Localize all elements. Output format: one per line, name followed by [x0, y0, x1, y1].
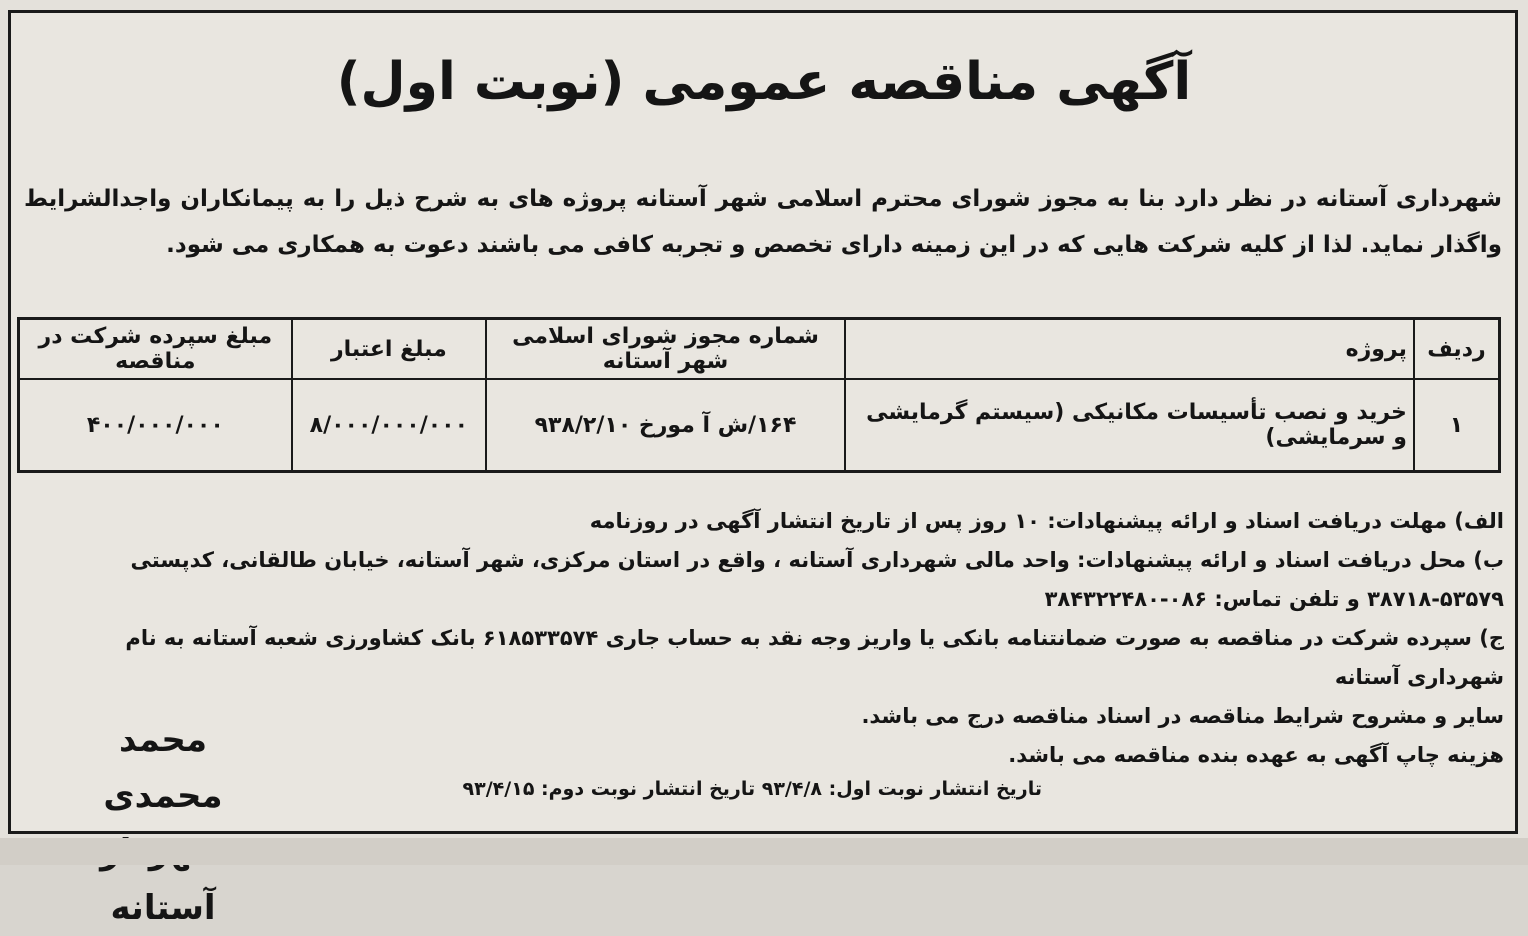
cell-project: خرید و نصب تأسیسات مکانیکی (سیستم گرمایشی و سرمایشی) [845, 379, 1414, 472]
header-credit: مبلغ اعتبار [292, 319, 486, 380]
tender-table [17, 317, 1501, 473]
signatory-position: آستانه [110, 888, 216, 928]
header-row-number: ردیف [1414, 319, 1500, 380]
header-permit: شماره مجوز شورای اسلامی شهر آستانه [486, 319, 845, 380]
clause-c: ج) سپرده شرکت در مناقصه به صورت ضمانتنامه بانکی یا واریز وجه نقد به حساب جاری ۶۱۸۵۳۳۵۷۴ بانک کشاورزی شعبه آستانه به نام شهرداری آستانه [125, 626, 1504, 689]
header-project: پروژه [845, 319, 1414, 380]
cell-row-number: ۱ [1414, 379, 1500, 472]
clause-b: ب) محل دریافت اسناد و ارائه پیشنهادات: واحد مالی شهرداری آستانه ، واقع در استان مرکزی، شهر آستانه، خیابان طالقانی، کدپستی ۵۳۵۷۹-۳۸۷۱۸ و تلفن تماس: ۰۸۶-۳۸۴۳۲۲۴۸۰ [130, 548, 1504, 611]
signature-block [68, 712, 258, 936]
table-row [19, 379, 1500, 472]
cell-credit: ۸/۰۰۰/۰۰۰/۰۰۰ [292, 379, 486, 472]
page-bottom-margin [0, 838, 1528, 865]
table-header-row [19, 319, 1500, 380]
clause-a: الف) مهلت دریافت اسناد و ارائه پیشنهادات: ۱۰ روز پس از تاریخ انتشار آگهی در روزنامه [589, 509, 1504, 533]
cell-permit: ۱۶۴/ش آ مورخ ۹۳۸/۲/۱۰ [486, 379, 845, 472]
clause-d: سایر و مشروح شرایط مناقصه در اسناد مناقصه درج می باشد. [861, 704, 1504, 728]
notice-intro: شهرداری آستانه در نظر دارد بنا به مجوز شورای محترم اسلامی شهر آستانه پروژه های به شرح ذیل را به پیمانکاران واجدالشرایط واگذار نماید. لذا از کلیه شرکت هایی که در این زمینه دارای تخصص و تجربه کافی می باشند دعوت به همکاری می شود. [24, 186, 1502, 258]
clause-e: هزینه چاپ آگهی به عهده بنده مناقصه می باشد. [1008, 743, 1504, 767]
cell-deposit: ۴۰۰/۰۰۰/۰۰۰ [19, 379, 292, 472]
notice-title: آگهی مناقصه عمومی (نوبت اول) [336, 52, 1192, 112]
publication-dates: تاریخ انتشار نوبت اول: ۹۳/۴/۸ تاریخ انتشار نوبت دوم: ۹۳/۴/۱۵ [462, 778, 1042, 800]
signatory-name: محمد محمدی [103, 720, 223, 816]
header-deposit: مبلغ سپرده شرکت در مناقصه [19, 319, 292, 380]
